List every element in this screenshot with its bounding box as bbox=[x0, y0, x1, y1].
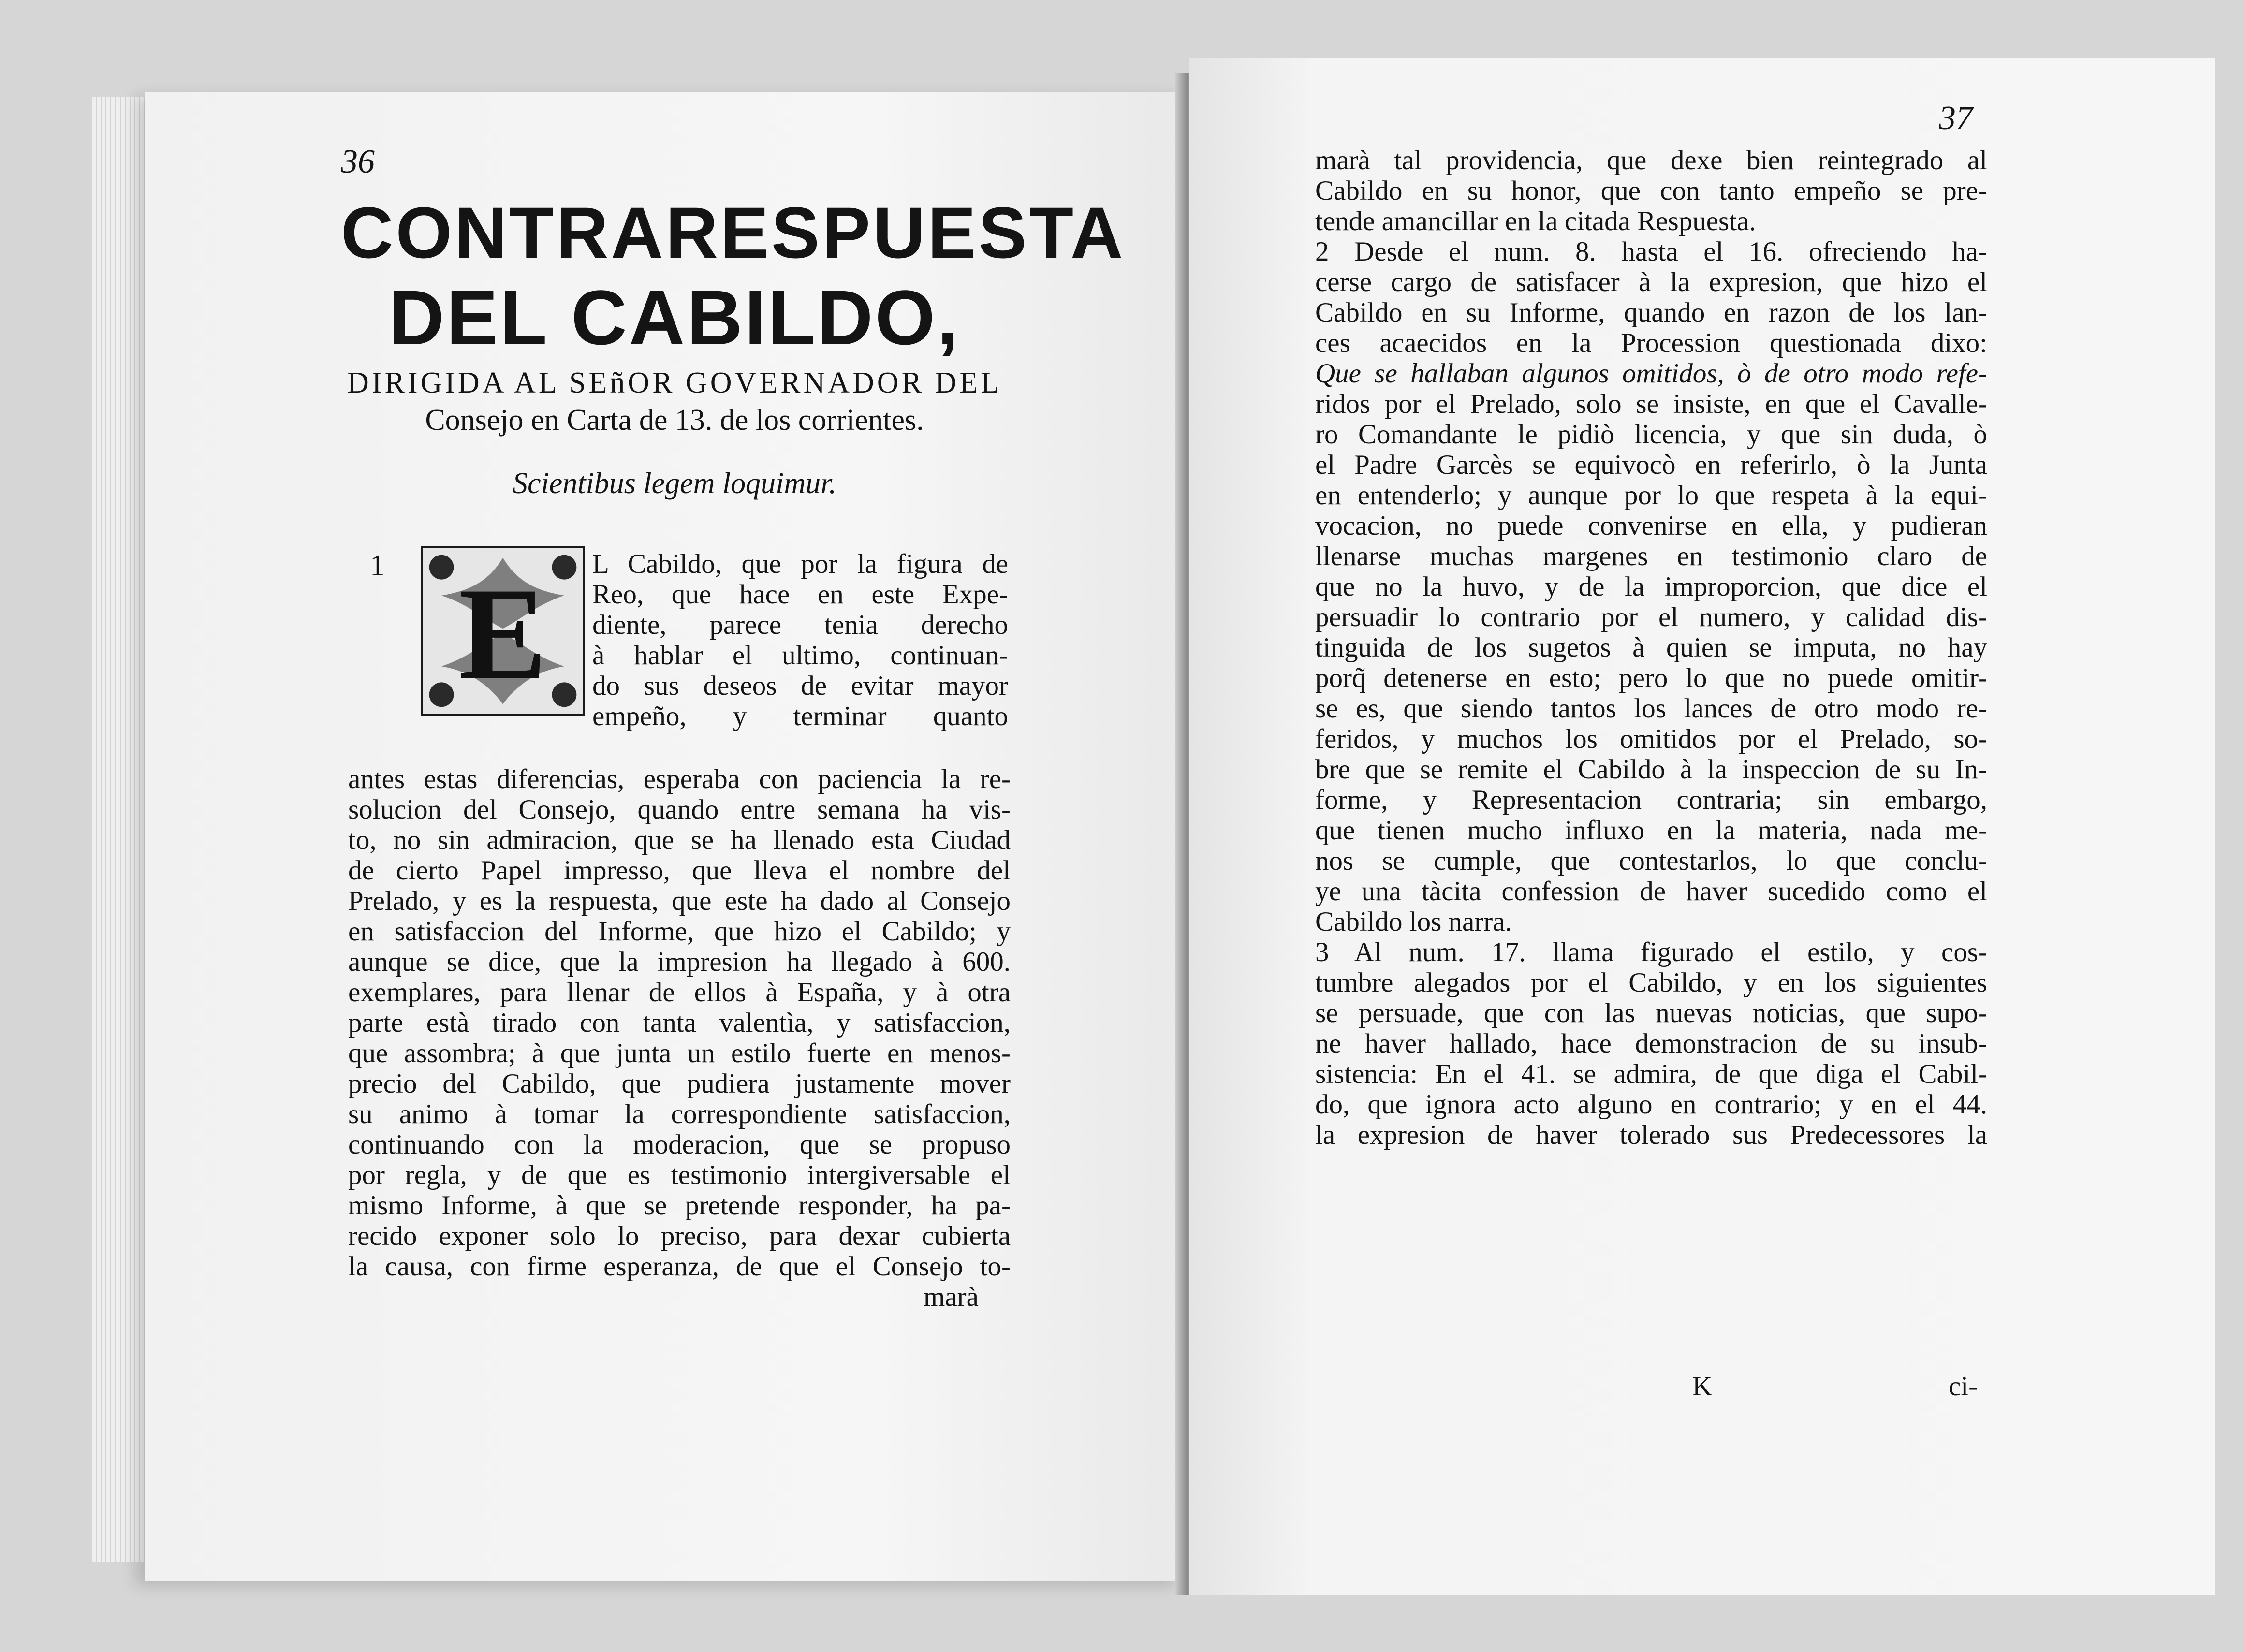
text-line: do sus deseos de evitar mayor bbox=[592, 671, 1008, 701]
epigraph: Scientibus legem loquimur. bbox=[513, 467, 836, 500]
initial-wrapped-text bbox=[592, 549, 1008, 731]
text-line: solucion del Consejo, quando entre semana ha vis- bbox=[348, 794, 1011, 825]
text-line: tumbre alegados por el Cabildo, y en los siguientes bbox=[1315, 967, 1987, 998]
text-line: ces acaecidos en la Procession questionada dixo: bbox=[1315, 328, 1987, 358]
text-line: se es, que siendo tantos los lances de otro modo re- bbox=[1315, 693, 1987, 724]
text-line: recido exponer solo lo preciso, para dexar cubierta bbox=[348, 1221, 1011, 1251]
text-line: se persuade, que con las nuevas noticias, que supo- bbox=[1315, 998, 1987, 1028]
text-line: nos se cumple, que contestarlos, lo que conclu- bbox=[1315, 846, 1987, 876]
text-line: vocacion, no puede convenirse en ella, y pudieran bbox=[1315, 511, 1987, 541]
text-line: ridos por el Prelado, solo se insiste, en que el Cavalle- bbox=[1315, 389, 1987, 419]
text-line: cerse cargo de satisfacer à la expresion, que hizo el bbox=[1315, 267, 1987, 297]
text-line: Reo, que hace en este Expe- bbox=[592, 579, 1008, 610]
text-line: forme, y Representacion contraria; sin embargo, bbox=[1315, 785, 1987, 815]
left-body-text bbox=[348, 764, 1011, 1282]
text-line: llenarse muchas margenes en testimonio claro de bbox=[1315, 541, 1987, 571]
text-line: empeño, y terminar quanto bbox=[592, 701, 1008, 731]
subtitle-line-2: Consejo en Carta de 13. de los corrientes. bbox=[425, 404, 924, 437]
text-line: ne haver hallado, hace demonstracion de su insub- bbox=[1315, 1028, 1987, 1059]
text-line: Que se hallaban algunos omitidos, ò de otro modo refe- bbox=[1315, 358, 1987, 389]
text-line: continuando con la moderacion, que se propuso bbox=[348, 1129, 1011, 1160]
text-line: mismo Informe, à que se pretende responder, ha pa- bbox=[348, 1190, 1011, 1221]
right-body-text bbox=[1315, 145, 1987, 1150]
text-line: do, que ignora acto alguno en contrario; y en el 44. bbox=[1315, 1089, 1987, 1120]
text-line: que tienen mucho influxo en la materia, nada me- bbox=[1315, 815, 1987, 846]
text-line: en satisfaccion del Informe, que hizo el Cabildo; y bbox=[348, 916, 1011, 947]
text-line: el Padre Garcès se equivocò en referirlo, ò la Junta bbox=[1315, 450, 1987, 480]
text-line: 2 Desde el num. 8. hasta el 16. ofreciendo ha- bbox=[1315, 236, 1987, 267]
text-line: en entenderlo; y aunque por lo que respeta à la equi- bbox=[1315, 480, 1987, 511]
text-line: porq̃ detenerse en esto; pero lo que no puede omitir- bbox=[1315, 663, 1987, 693]
text-line: Cabildo los narra. bbox=[1315, 906, 1512, 937]
text-line: que no la huvo, y de la improporcion, que dice el bbox=[1315, 571, 1987, 602]
text-line: parte està tirado con tanta valentìa, y satisfaccion, bbox=[348, 1008, 1011, 1038]
text-line: por regla, y de que es testimonio intergiversable el bbox=[348, 1160, 1011, 1190]
text-line: sistencia: En el 41. se admira, de que diga el Cabil- bbox=[1315, 1059, 1987, 1089]
text-line: feridos, y muchos los omitidos por el Prelado, so- bbox=[1315, 724, 1987, 754]
text-line: de cierto Papel impresso, que lleva el nombre del bbox=[348, 855, 1011, 886]
text-line: persuadir lo contrario por el numero, y calidad dis- bbox=[1315, 602, 1987, 632]
text-line: Prelado, y es la respuesta, que este ha dado al Consejo bbox=[348, 886, 1011, 916]
text-line: exemplares, para llenar de ellos à España, y à otra bbox=[348, 977, 1011, 1008]
title-line-1: CONTRARESPUESTA bbox=[341, 192, 1126, 273]
signature-mark: K bbox=[1692, 1371, 1713, 1402]
ornament-icon bbox=[423, 548, 583, 714]
text-line: que assombra; à que junta un estilo fuerte en menos- bbox=[348, 1038, 1011, 1068]
initial-letter-glyph: E bbox=[458, 560, 547, 707]
text-line: la causa, con firme esperanza, de que el Consejo to- bbox=[348, 1251, 1011, 1282]
text-line: tinguida de los sugetos à quien se imputa, no hay bbox=[1315, 632, 1987, 663]
text-line: precio del Cabildo, que pudiera justamente mover bbox=[348, 1068, 1011, 1099]
text-line: à hablar el ultimo, continuan- bbox=[592, 640, 1008, 671]
text-line: Cabildo en su Informe, quando en razon de los lan- bbox=[1315, 297, 1987, 328]
text-line: la expresion de haver tolerado sus Predecessores la bbox=[1315, 1120, 1987, 1150]
text-line: tende amancillar en la citada Respuesta. bbox=[1315, 206, 1756, 236]
text-line: L Cabildo, que por la figura de bbox=[592, 549, 1008, 579]
text-line: diente, parece tenia derecho bbox=[592, 610, 1008, 640]
text-line: bre que se remite el Cabildo à la inspeccion de su In- bbox=[1315, 754, 1987, 785]
text-line: ye una tàcita confession de haver sucedido como el bbox=[1315, 876, 1987, 906]
text-line: aunque se dice, que la impresion ha llegado à 600. bbox=[348, 947, 1011, 977]
subtitle-line-1: DIRIGIDA AL SEñOR GOVERNADOR DEL bbox=[347, 366, 1002, 399]
text-line: 3 Al num. 17. llama figurado el estilo, y cos- bbox=[1315, 937, 1987, 967]
text-line: marà tal providencia, que dexe bien reintegrado al bbox=[1315, 145, 1987, 175]
paragraph-number-1: 1 bbox=[370, 549, 385, 582]
decorated-initial-letter bbox=[421, 546, 585, 716]
left-page-number: 36 bbox=[341, 143, 375, 180]
page-edges bbox=[92, 97, 147, 1562]
text-line: su animo à tomar la correspondiente satisfaccion, bbox=[348, 1099, 1011, 1129]
right-catchword: ci- bbox=[1949, 1371, 1978, 1402]
title-line-2: DEL CABILDO, bbox=[388, 274, 961, 361]
text-line: antes estas diferencias, esperaba con paciencia la re- bbox=[348, 764, 1011, 794]
text-line: Cabildo en su honor, que con tanto empeño se pre- bbox=[1315, 175, 1987, 206]
text-line: ro Comandante le pidiò licencia, y que sin duda, ò bbox=[1315, 419, 1987, 450]
right-page-number: 37 bbox=[1939, 100, 1973, 137]
text-line: to, no sin admiracion, que se ha llenado esta Ciudad bbox=[348, 825, 1011, 855]
left-catchword: marà bbox=[924, 1282, 979, 1312]
